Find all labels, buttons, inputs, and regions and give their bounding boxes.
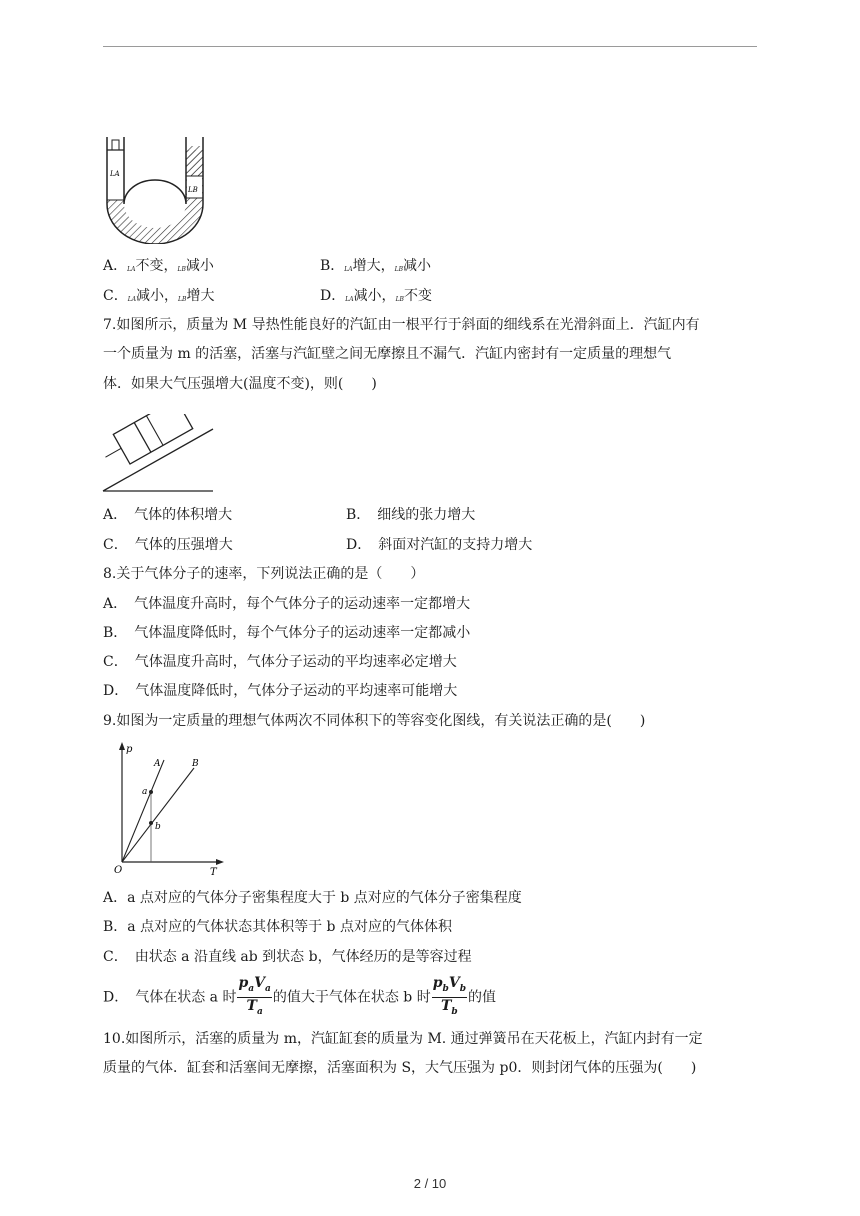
q6-option-c[interactable]: C．LA减小，LB增大 [103, 288, 215, 304]
fraction-pv-over-t-a: $\frac{p_aV_a}{T_a}$ [238, 975, 271, 1017]
q9-option-c[interactable]: C． 由状态 a 沿直线 ab 到状态 b，气体经历的是等容过程 [103, 949, 472, 965]
q9-option-d[interactable]: D． 气体在状态 a 时 $\frac{p_aV_a}{T_a}$ 的值大于气体在状态 b 时 $\frac{p_bV_b}{T_b}$ 的值 [103, 975, 496, 1020]
q7-option-d[interactable]: D． 斜面对汽缸的支持力增大 [346, 537, 533, 553]
q7-option-a[interactable]: A． 气体的体积增大 [103, 507, 233, 523]
q7-stem-line-1: 7.如图所示，质量为 M 导热性能良好的汽缸由一根平行于斜面的细线系在光滑斜面上．汽缸内有 [103, 317, 700, 333]
header-rule [103, 46, 757, 47]
q9-stem: 9.如图为一定质量的理想气体两次不同体积下的等容变化图线，有关说法正确的是( ) [103, 713, 646, 729]
incline-cylinder-figure [100, 414, 215, 494]
q7-option-c[interactable]: C． 气体的压强增大 [103, 537, 233, 553]
q10-stem-line-2: 质量的气体．缸套和活塞间无摩擦，活塞面积为 S，大气压强为 p0．则封闭气体的压强为( ) [103, 1060, 697, 1076]
p-t-graph-figure [110, 740, 230, 878]
origin-label: O [114, 865, 123, 876]
point-label-a: a [142, 787, 148, 797]
label-la: LA [110, 170, 120, 178]
q8-option-b[interactable]: B． 气体温度降低时，每个气体分子的运动速率一定都减小 [103, 625, 471, 641]
q7-option-b[interactable]: B． 细线的张力增大 [346, 507, 476, 523]
q9-option-b[interactable]: B．a 点对应的气体状态其体积等于 b 点对应的气体体积 [103, 919, 452, 935]
fraction-pv-over-t-b: $\frac{p_bV_b}{T_b}$ [432, 975, 466, 1017]
q6-option-b[interactable]: B．LA增大，LB减小 [320, 258, 432, 274]
axis-label-p: p [126, 744, 133, 755]
line-label-a: A [154, 759, 161, 769]
q8-option-a[interactable]: A． 气体温度升高时，每个气体分子的运动速率一定都增大 [103, 596, 471, 612]
page-number: 2 / 10 [413, 1176, 447, 1191]
q7-stem-line-3: 体．如果大气压强增大(温度不变)，则( ) [103, 376, 377, 392]
q8-option-d[interactable]: D． 气体温度降低时，气体分子运动的平均速率可能增大 [103, 683, 458, 699]
u-tube-figure [100, 132, 210, 244]
axis-label-t: T [210, 867, 217, 878]
point-label-b: b [155, 822, 161, 832]
line-label-b: B [192, 759, 199, 769]
q7-stem-line-2: 一个质量为 m 的活塞，活塞与汽缸壁之间无摩擦且不漏气．汽缸内密封有一定质量的理想气 [103, 346, 672, 362]
label-lb: LB [188, 186, 198, 194]
q8-option-c[interactable]: C． 气体温度升高时，气体分子运动的平均速率必定增大 [103, 654, 457, 670]
q9-option-a[interactable]: A．a 点对应的气体分子密集程度大于 b 点对应的气体分子密集程度 [103, 890, 522, 906]
q10-stem-line-1: 10.如图所示，活塞的质量为 m，汽缸缸套的质量为 M. 通过弹簧吊在天花板上，汽缸内封有一定 [103, 1031, 703, 1047]
q8-stem: 8.关于气体分子的速率，下列说法正确的是（ ） [103, 566, 425, 582]
q6-option-d[interactable]: D．LA减小，LB不变 [320, 288, 432, 304]
q6-option-a[interactable]: A．LA不变，LB减小 [103, 258, 214, 274]
